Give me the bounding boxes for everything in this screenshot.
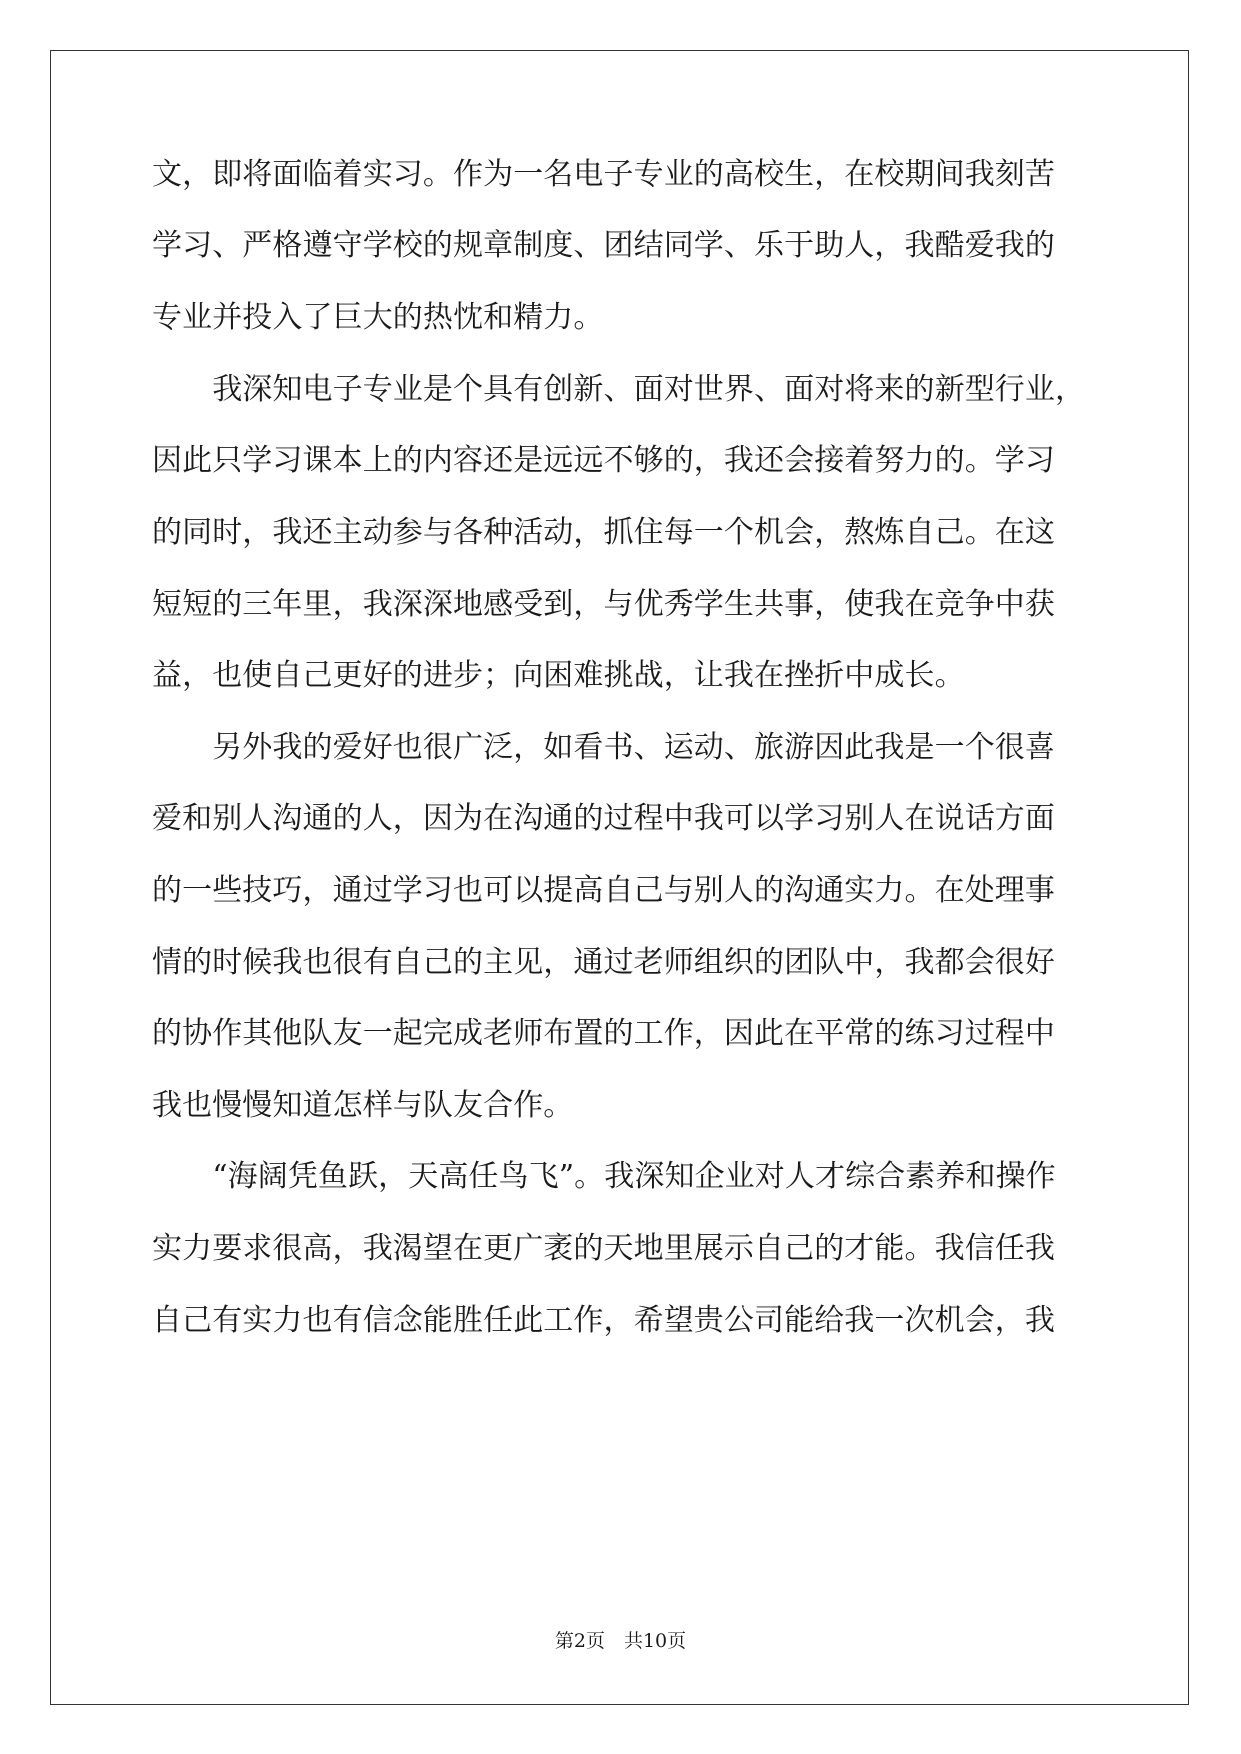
text-line: 短短的三年里，我深深地感受到，与优秀学生共事，使我在竞争中获 xyxy=(152,587,1055,622)
text-line: 另外我的爱好也很广泛，如看书、运动、旅游因此我是一个很喜 xyxy=(152,730,1055,765)
text-line: 情的时候我也很有自己的主见，通过老师组织的团队中，我都会很好 xyxy=(152,945,1055,980)
text-line: 我也慢慢知道怎样与队友合作。 xyxy=(152,1088,574,1123)
text-line: “海阔凭鱼跃，天高任鸟飞”。我深知企业对人才综合素养和操作 xyxy=(152,1159,1056,1194)
text-line: 我深知电子专业是个具有创新、面对世界、面对将来的新型行业， xyxy=(152,372,1086,407)
text-line: 学习、严格遵守学校的规章制度、团结同学、乐于助人，我酷爱我的 xyxy=(152,228,1055,263)
text-line: 因此只学习课本上的内容还是远远不够的，我还会接着努力的。学习 xyxy=(152,443,1055,478)
text-line: 的协作其他队友一起完成老师布置的工作，因此在平常的练习过程中 xyxy=(152,1016,1055,1051)
page-number-footer: 第2页 共10页 xyxy=(554,1630,687,1652)
text-line: 的同时，我还主动参与各种活动，抓住每一个机会，熬炼自己。在这 xyxy=(152,515,1055,550)
text-line: 的一些技巧，通过学习也可以提高自己与别人的沟通实力。在处理事 xyxy=(152,873,1055,908)
text-line: 益，也使自己更好的进步；向困难挑战，让我在挫折中成长。 xyxy=(152,658,965,693)
text-line: 爱和别人沟通的人，因为在沟通的过程中我可以学习别人在说话方面 xyxy=(152,801,1055,836)
text-line: 实力要求很高，我渴望在更广袤的天地里展示自己的才能。我信任我 xyxy=(152,1231,1055,1266)
text-line: 自己有实力也有信念能胜任此工作，希望贵公司能给我一次机会，我 xyxy=(152,1303,1055,1338)
text-line: 文，即将面临着实习。作为一名电子专业的高校生，在校期间我刻苦 xyxy=(152,157,1055,192)
text-line: 专业并投入了巨大的热忱和精力。 xyxy=(152,300,604,335)
